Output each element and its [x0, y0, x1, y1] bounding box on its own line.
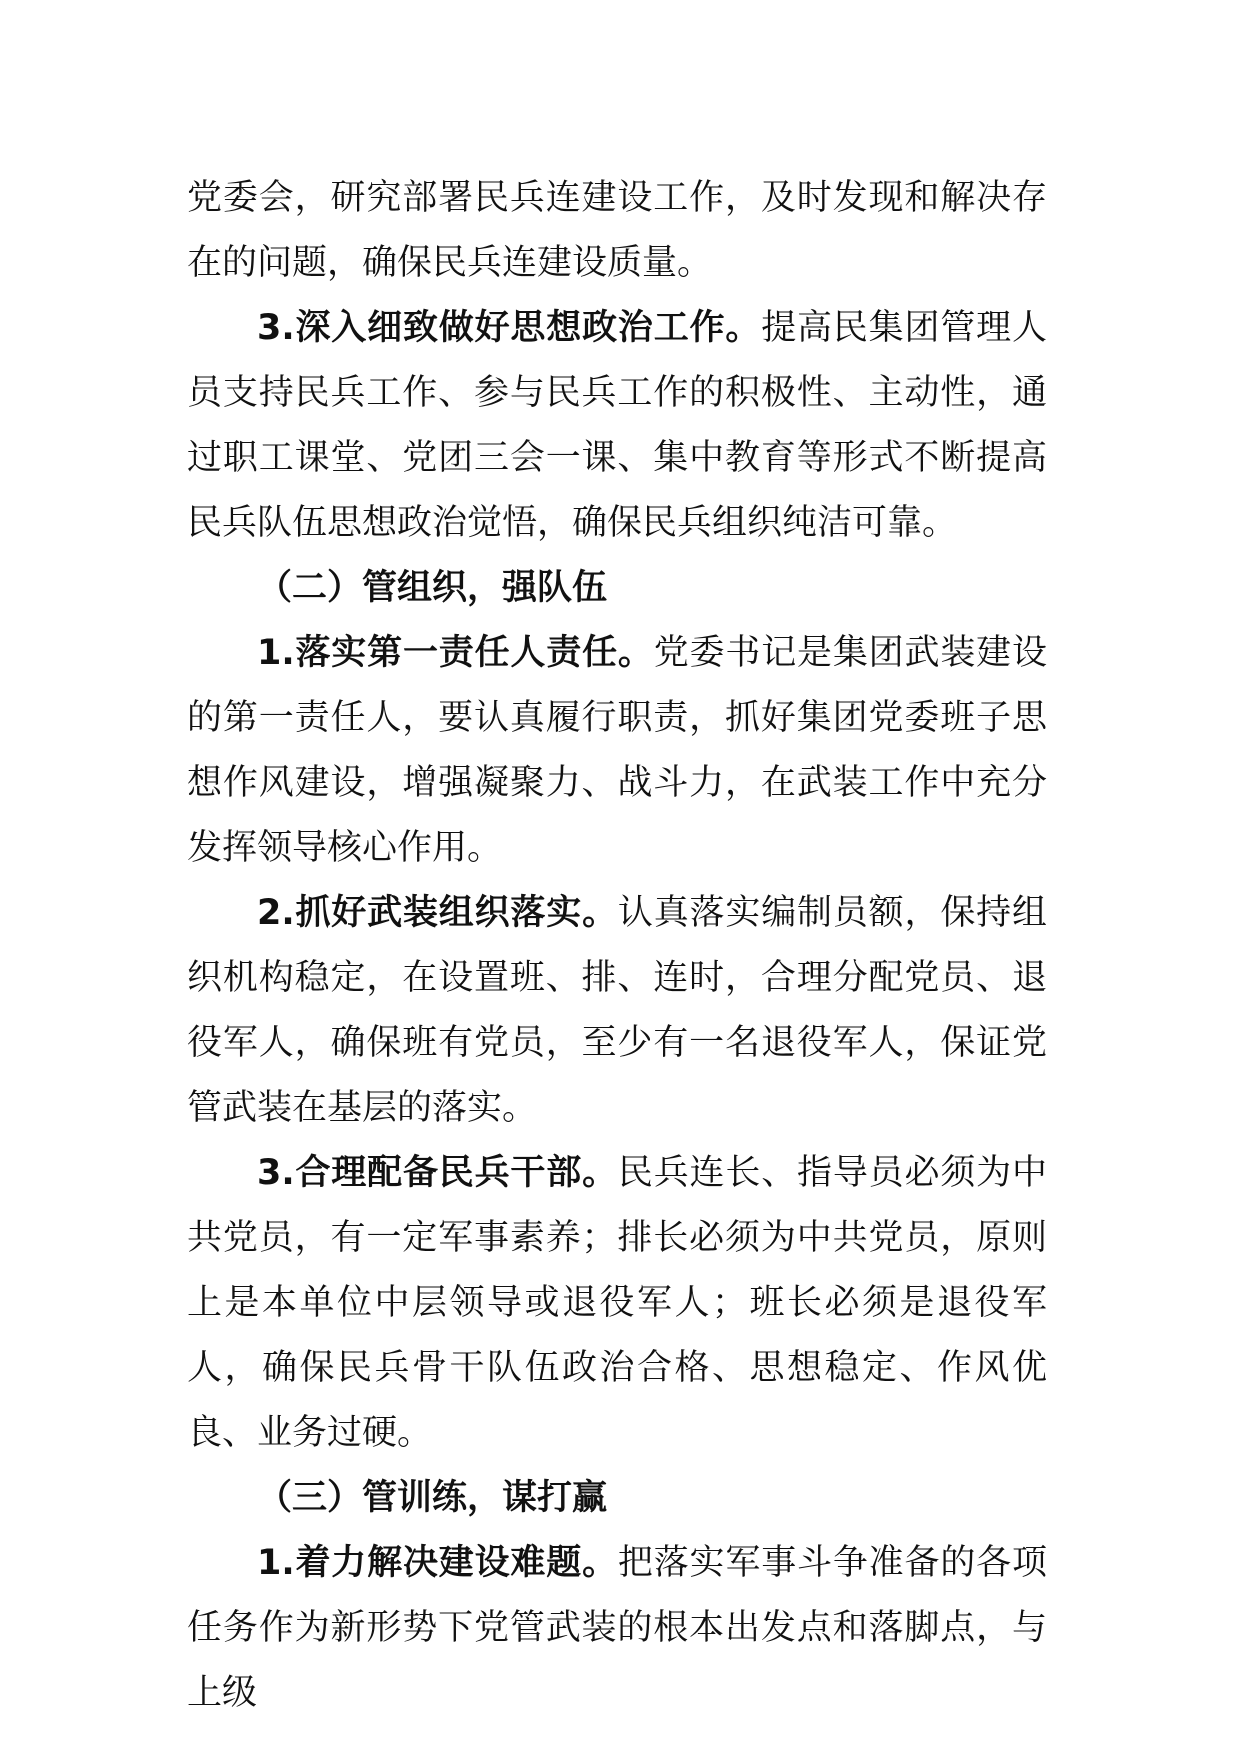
section-heading-training: （三）管训练，谋打赢 — [257, 1478, 608, 1518]
paragraph-body: 把落实军事斗争准备的各项任务作为新形势下党管武装的根本出发点和落脚点，与上级 — [187, 1543, 1047, 1713]
paragraph-body: 认真落实编制员额，保持组织机构稳定，在设置班、排、连时，合理分配党员、退役军人，确保班有党员，至少有一名退役军人，保证党管武装在基层的落实。 — [187, 893, 1047, 1128]
paragraph-lead: 3.深入细致做好思想政治工作。 — [257, 308, 762, 348]
paragraph-first-responsibility — [187, 621, 1047, 881]
paragraph-ideological-work — [187, 296, 1047, 556]
document-page — [187, 166, 1047, 1726]
paragraph-body: 党委会，研究部署民兵连建设工作，及时发现和解决存在的问题，确保民兵连建设质量。 — [187, 178, 1047, 283]
section-heading-organization: （二）管组织，强队伍 — [257, 568, 608, 608]
paragraph-body: 民兵连长、指导员必须为中共党员，有一定军事素养；排长必须为中共党员，原则上是本单位中层领导或退役军人；班长必须是退役军人，确保民兵骨干队伍政治合格、思想稳定、作风优良、业务过硬。 — [187, 1153, 1047, 1453]
paragraph-armed-organization — [187, 881, 1047, 1141]
paragraph-lead: 1.着力解决建设难题。 — [257, 1543, 618, 1583]
paragraph-continued — [187, 166, 1047, 296]
paragraph-lead: 3.合理配备民兵干部。 — [257, 1153, 618, 1193]
paragraph-body: 提高民集团管理人员支持民兵工作、参与民兵工作的积极性、主动性，通过职工课堂、党团三会一课、集中教育等形式不断提高民兵队伍思想政治觉悟，确保民兵组织纯洁可靠。 — [187, 308, 1047, 543]
paragraph-militia-cadres — [187, 1141, 1047, 1466]
paragraph-construction-problems — [187, 1531, 1047, 1726]
paragraph-lead: 2.抓好武装组织落实。 — [257, 893, 618, 933]
paragraph-body: 党委书记是集团武装建设的第一责任人，要认真履行职责，抓好集团党委班子思想作风建设，增强凝聚力、战斗力，在武装工作中充分发挥领导核心作用。 — [187, 633, 1047, 868]
paragraph-lead: 1.落实第一责任人责任。 — [257, 633, 654, 673]
